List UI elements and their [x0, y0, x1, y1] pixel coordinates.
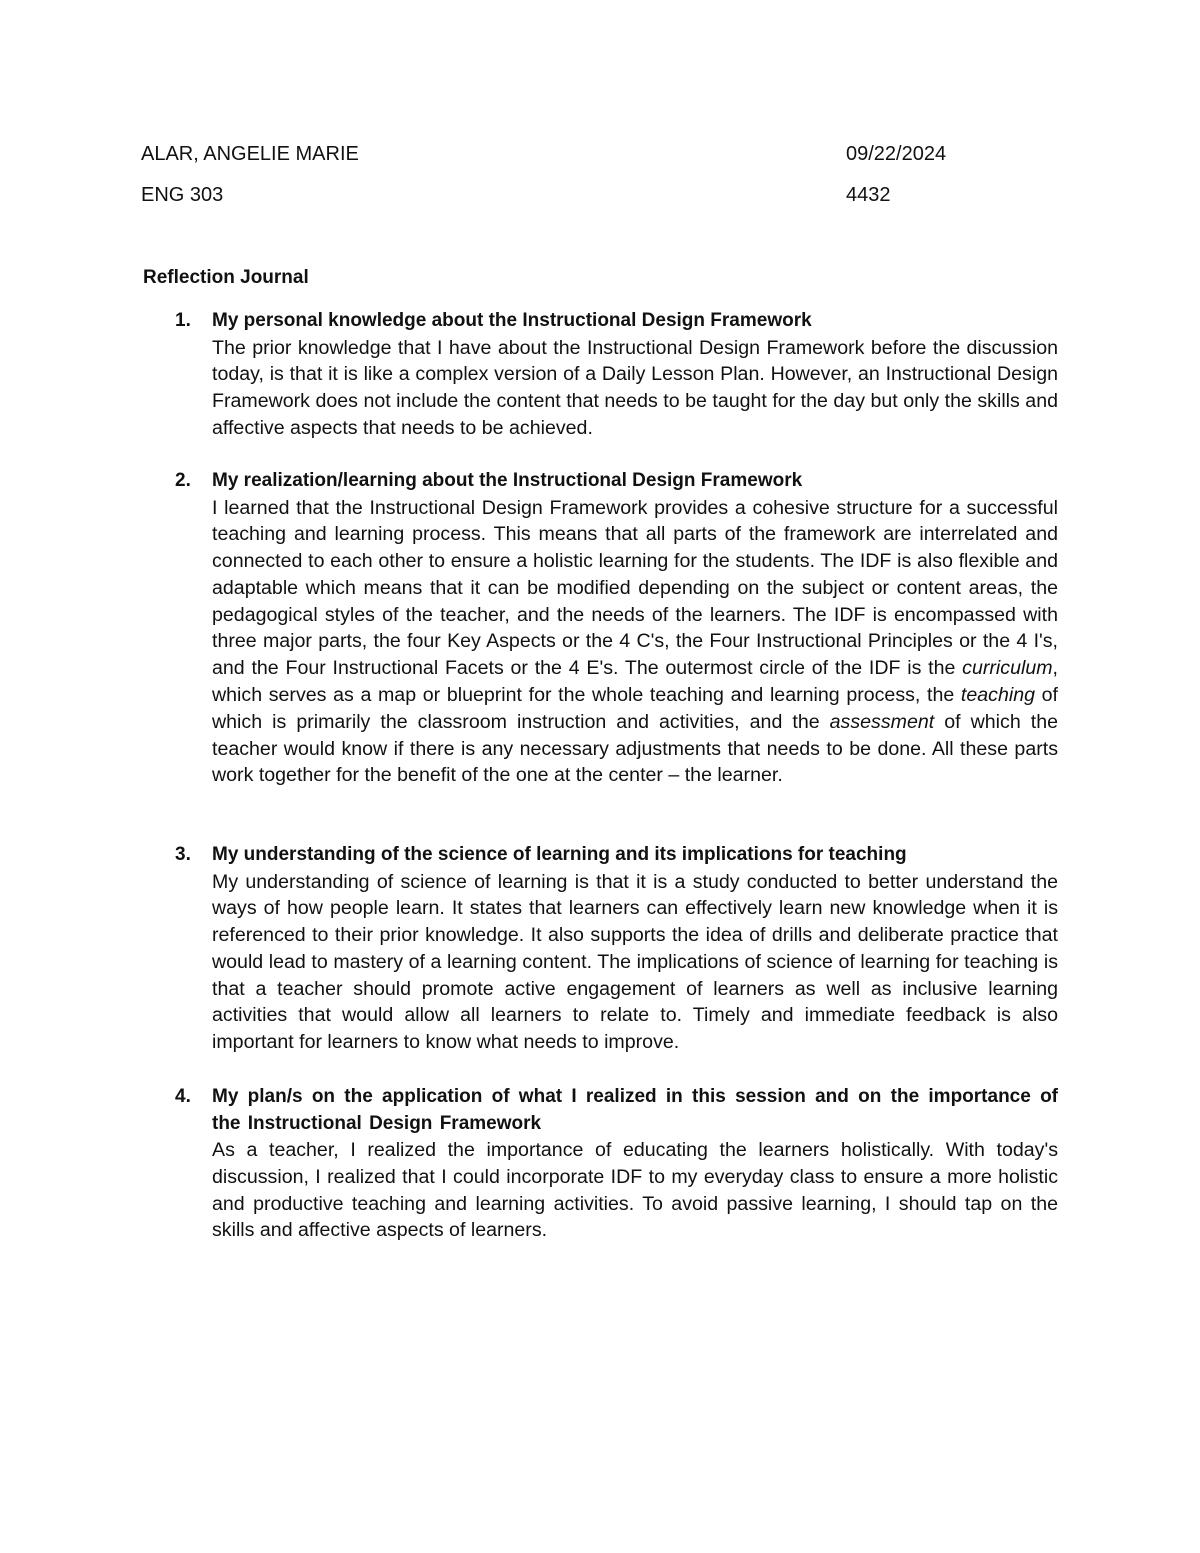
- term-curriculum: curriculum: [962, 657, 1053, 680]
- item-question: My plan/s on the application of what I realized in this session and on the importance of the Instructional Design Framework: [212, 1086, 1058, 1134]
- list-item: [143, 468, 1058, 789]
- term-assessment: assessment: [829, 710, 935, 733]
- list-item: [143, 308, 1058, 442]
- item-question: My personal knowledge about the Instructional Design Framework: [212, 310, 812, 331]
- student-name: ALAR, ANGELIE MARIE: [141, 143, 359, 165]
- item-number: 1.: [175, 310, 191, 331]
- item-number: 2.: [175, 470, 191, 491]
- answer-text: of which the teacher would know if there is any necessary adjustments that needs to be done. All these parts work together for the benefit of the one at the center – the learner.: [212, 710, 1058, 787]
- item-answer: [212, 495, 1058, 790]
- item-question: My understanding of the science of learning and its implications for teaching: [212, 844, 907, 865]
- answer-text: of which is primarily the classroom instruction and activities, and the: [212, 684, 1058, 733]
- class-code: 4432: [846, 184, 891, 206]
- course-code: ENG 303: [141, 184, 224, 206]
- item-number: 3.: [175, 844, 191, 865]
- term-teaching: teaching: [960, 684, 1035, 707]
- submission-date: 09/22/2024: [846, 143, 947, 165]
- item-number: 4.: [175, 1086, 191, 1107]
- list-item: [143, 1084, 1058, 1244]
- item-answer: As a teacher, I realized the importance of educating the learners holistically. With today's discussion, I realized that I could incorporate IDF to my everyday class to ensure a more holistic and productive teaching and learning activities. To avoid passive learning, I should tap on the skills and affective aspects of learners.: [212, 1139, 1058, 1242]
- journal-title: Reflection Journal: [143, 267, 309, 288]
- answer-text: I learned that the Instructional Design Framework provides a cohesive structure for a successful teaching and learning process. This means that all parts of the framework are interrelated and connected to each other to ensure a holistic learning for the students. The IDF is also flexible and adaptable which means that it can be modified depending on the subject or content areas, the pedagogical styles of the teacher, and the needs of the learners. The IDF is encompassed with three major parts, the four Key Aspects or the 4 C's, the Four Instructional Principles or the 4 I's, and the Four Instructional Facets or the 4 E's. The outermost circle of the IDF is the: [212, 496, 1058, 680]
- item-question: My realization/learning about the Instructional Design Framework: [212, 470, 803, 491]
- list-item: [143, 842, 1058, 1056]
- answer-text: , which serves as a map or blueprint for the whole teaching and learning process, the: [212, 657, 1058, 707]
- item-answer: The prior knowledge that I have about the Instructional Design Framework before the discussion today, is that it is like a complex version of a Daily Lesson Plan. However, an Instructional Design Framework does not include the content that needs to be taught for the day but only the skills and affective aspects that needs to be achieved.: [212, 336, 1058, 439]
- item-answer: My understanding of science of learning is that it is a study conducted to better understand the ways of how people learn. It states that learners can effectively learn new knowledge when it is referenced to their prior knowledge. It also supports the idea of drills and deliberate practice that would lead to mastery of a learning content. The implications of science of learning for teaching is that a teacher should promote active engagement of learners as well as inclusive learning activities that would allow all learners to relate to. Timely and immediate feedback is also important for learners to know what needs to improve.: [212, 870, 1058, 1054]
